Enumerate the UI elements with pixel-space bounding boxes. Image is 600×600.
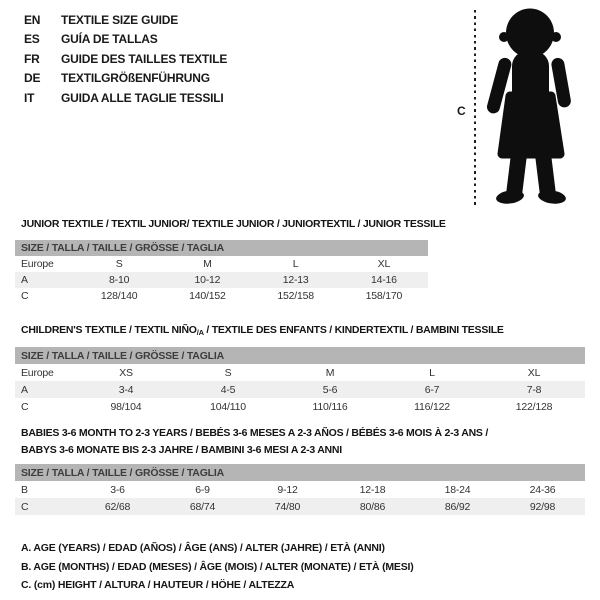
size-cell: 92/98 xyxy=(529,500,556,513)
size-cell: S xyxy=(115,258,123,270)
row-label: C xyxy=(21,400,29,413)
size-header-bar: SIZE / TALLA / TAILLE / GRÖSSE / TAGLIA xyxy=(15,464,585,481)
babies-table-title xyxy=(21,425,488,458)
size-cell: 110/116 xyxy=(312,400,348,413)
table-row xyxy=(15,256,428,272)
legend-notes xyxy=(21,539,414,595)
size-cell: M xyxy=(203,258,212,270)
row-label: Europe xyxy=(21,366,54,379)
row-label: A xyxy=(21,383,28,396)
language-code: FR xyxy=(24,51,40,66)
language-code: EN xyxy=(24,12,41,27)
size-cell: 80/86 xyxy=(359,500,386,513)
language-code: ES xyxy=(24,32,40,47)
size-cell: 98/104 xyxy=(110,400,142,413)
language-label: GUIDA ALLE TAGLIE TESSILI xyxy=(61,90,224,105)
size-cell: 7-8 xyxy=(526,383,542,396)
children-title-subscript: /A xyxy=(196,328,204,337)
row-label: C xyxy=(21,500,29,513)
size-cell: 24-36 xyxy=(529,483,556,496)
size-cell: 9-12 xyxy=(277,483,298,496)
babies-title-line: BABYS 3-6 MONATE BIS 2-3 JAHRE / BAMBINI 3-6 MESI A 2-3 ANNI xyxy=(21,443,342,456)
language-label: TEXTILE SIZE GUIDE xyxy=(61,12,179,27)
children-title-part: CHILDREN'S TEXTILE / TEXTIL NIÑO xyxy=(21,324,197,336)
table-row xyxy=(15,381,585,398)
table-row xyxy=(15,481,585,498)
children-title-part: / TEXTILE DES ENFANTS / KINDERTEXTIL / BAMBINI TESSILE xyxy=(203,324,504,336)
language-code: IT xyxy=(24,90,35,105)
size-cell: 152/158 xyxy=(277,290,314,302)
size-cell: 6-7 xyxy=(424,383,440,396)
table-row xyxy=(15,398,585,415)
size-cell: 158/170 xyxy=(365,290,403,302)
size-cell: 86/92 xyxy=(444,500,471,513)
size-cell: 4-5 xyxy=(220,383,236,396)
table-row xyxy=(15,364,585,381)
size-cell: 128/140 xyxy=(100,290,138,302)
size-cell: 3-6 xyxy=(110,483,125,496)
babies-title-line: BABIES 3-6 MONTH TO 2-3 YEARS / BEBÉS 3-6 MESES A 2-3 AÑOS / BÉBÉS 3-6 MOIS À 2-3 ANS / xyxy=(21,427,489,439)
language-row xyxy=(24,49,227,69)
children-table-title xyxy=(21,322,504,342)
language-row xyxy=(24,30,227,50)
size-cell: 74/80 xyxy=(274,500,301,513)
size-cell: 12-18 xyxy=(359,483,386,496)
size-cell: XL xyxy=(377,258,391,270)
language-label: GUÍA DE TALLAS xyxy=(61,32,158,47)
babies-table xyxy=(15,464,585,515)
size-cell: 10-12 xyxy=(194,274,221,286)
size-cell: 68/74 xyxy=(189,500,216,513)
language-row xyxy=(24,88,227,108)
size-cell: 8-10 xyxy=(109,274,130,286)
height-marker-label: C xyxy=(457,104,466,118)
size-cell: 14-16 xyxy=(370,274,397,286)
table-row xyxy=(15,288,428,304)
size-cell: 62/68 xyxy=(104,500,131,513)
size-cell: 3-4 xyxy=(118,383,134,396)
row-label: C xyxy=(21,290,29,302)
note-line-b: B. AGE (MONTHS) / EDAD (MESES) / ÂGE (MOIS) / ALTER (MONATE) / ETÀ (MESI) xyxy=(21,560,414,573)
size-header-bar: SIZE / TALLA / TAILLE / GRÖSSE / TAGLIA xyxy=(15,347,585,364)
junior-table xyxy=(15,240,428,304)
language-code: DE xyxy=(24,71,41,86)
language-label: TEXTILGRÖßENFÜHRUNG xyxy=(61,71,210,86)
size-cell: L xyxy=(429,366,435,379)
size-cell: M xyxy=(325,366,335,379)
row-label: A xyxy=(21,274,28,286)
size-cell: L xyxy=(292,258,299,270)
row-label: B xyxy=(21,483,28,496)
height-dotted-line xyxy=(474,10,476,208)
size-cell: 140/152 xyxy=(189,290,226,302)
children-table xyxy=(15,347,585,415)
language-row xyxy=(24,10,227,30)
size-cell: 122/128 xyxy=(515,400,553,413)
size-cell: 5-6 xyxy=(322,383,338,396)
size-cell: S xyxy=(224,366,232,379)
language-header xyxy=(24,10,227,108)
table-row xyxy=(15,498,585,515)
language-label: GUIDE DES TAILLES TEXTILE xyxy=(61,51,228,66)
junior-table-title: JUNIOR TEXTILE / TEXTIL JUNIOR/ TEXTILE JUNIOR / JUNIORTEXTIL / JUNIOR TESSILE xyxy=(21,218,446,230)
size-cell: 12-13 xyxy=(282,274,309,286)
note-line-c: C. (cm) HEIGHT / ALTURA / HAUTEUR / HÖHE / ALTEZZA xyxy=(21,579,295,592)
row-label: Europe xyxy=(21,258,54,270)
size-cell: XL xyxy=(527,366,541,379)
size-cell: 104/110 xyxy=(210,400,246,413)
note-line-a: A. AGE (YEARS) / EDAD (AÑOS) / ÂGE (ANS) / ALTER (JAHRE) / ETÀ (ANNI) xyxy=(21,542,385,554)
table-row xyxy=(15,272,428,288)
baby-silhouette-image xyxy=(479,6,593,206)
size-header-bar: SIZE / TALLA / TAILLE / GRÖSSE / TAGLIA xyxy=(15,240,428,256)
size-cell: 6-9 xyxy=(195,483,210,496)
size-cell: 18-24 xyxy=(444,483,471,496)
size-cell: 116/122 xyxy=(414,400,450,413)
language-row xyxy=(24,69,227,89)
size-cell: XS xyxy=(119,366,133,379)
